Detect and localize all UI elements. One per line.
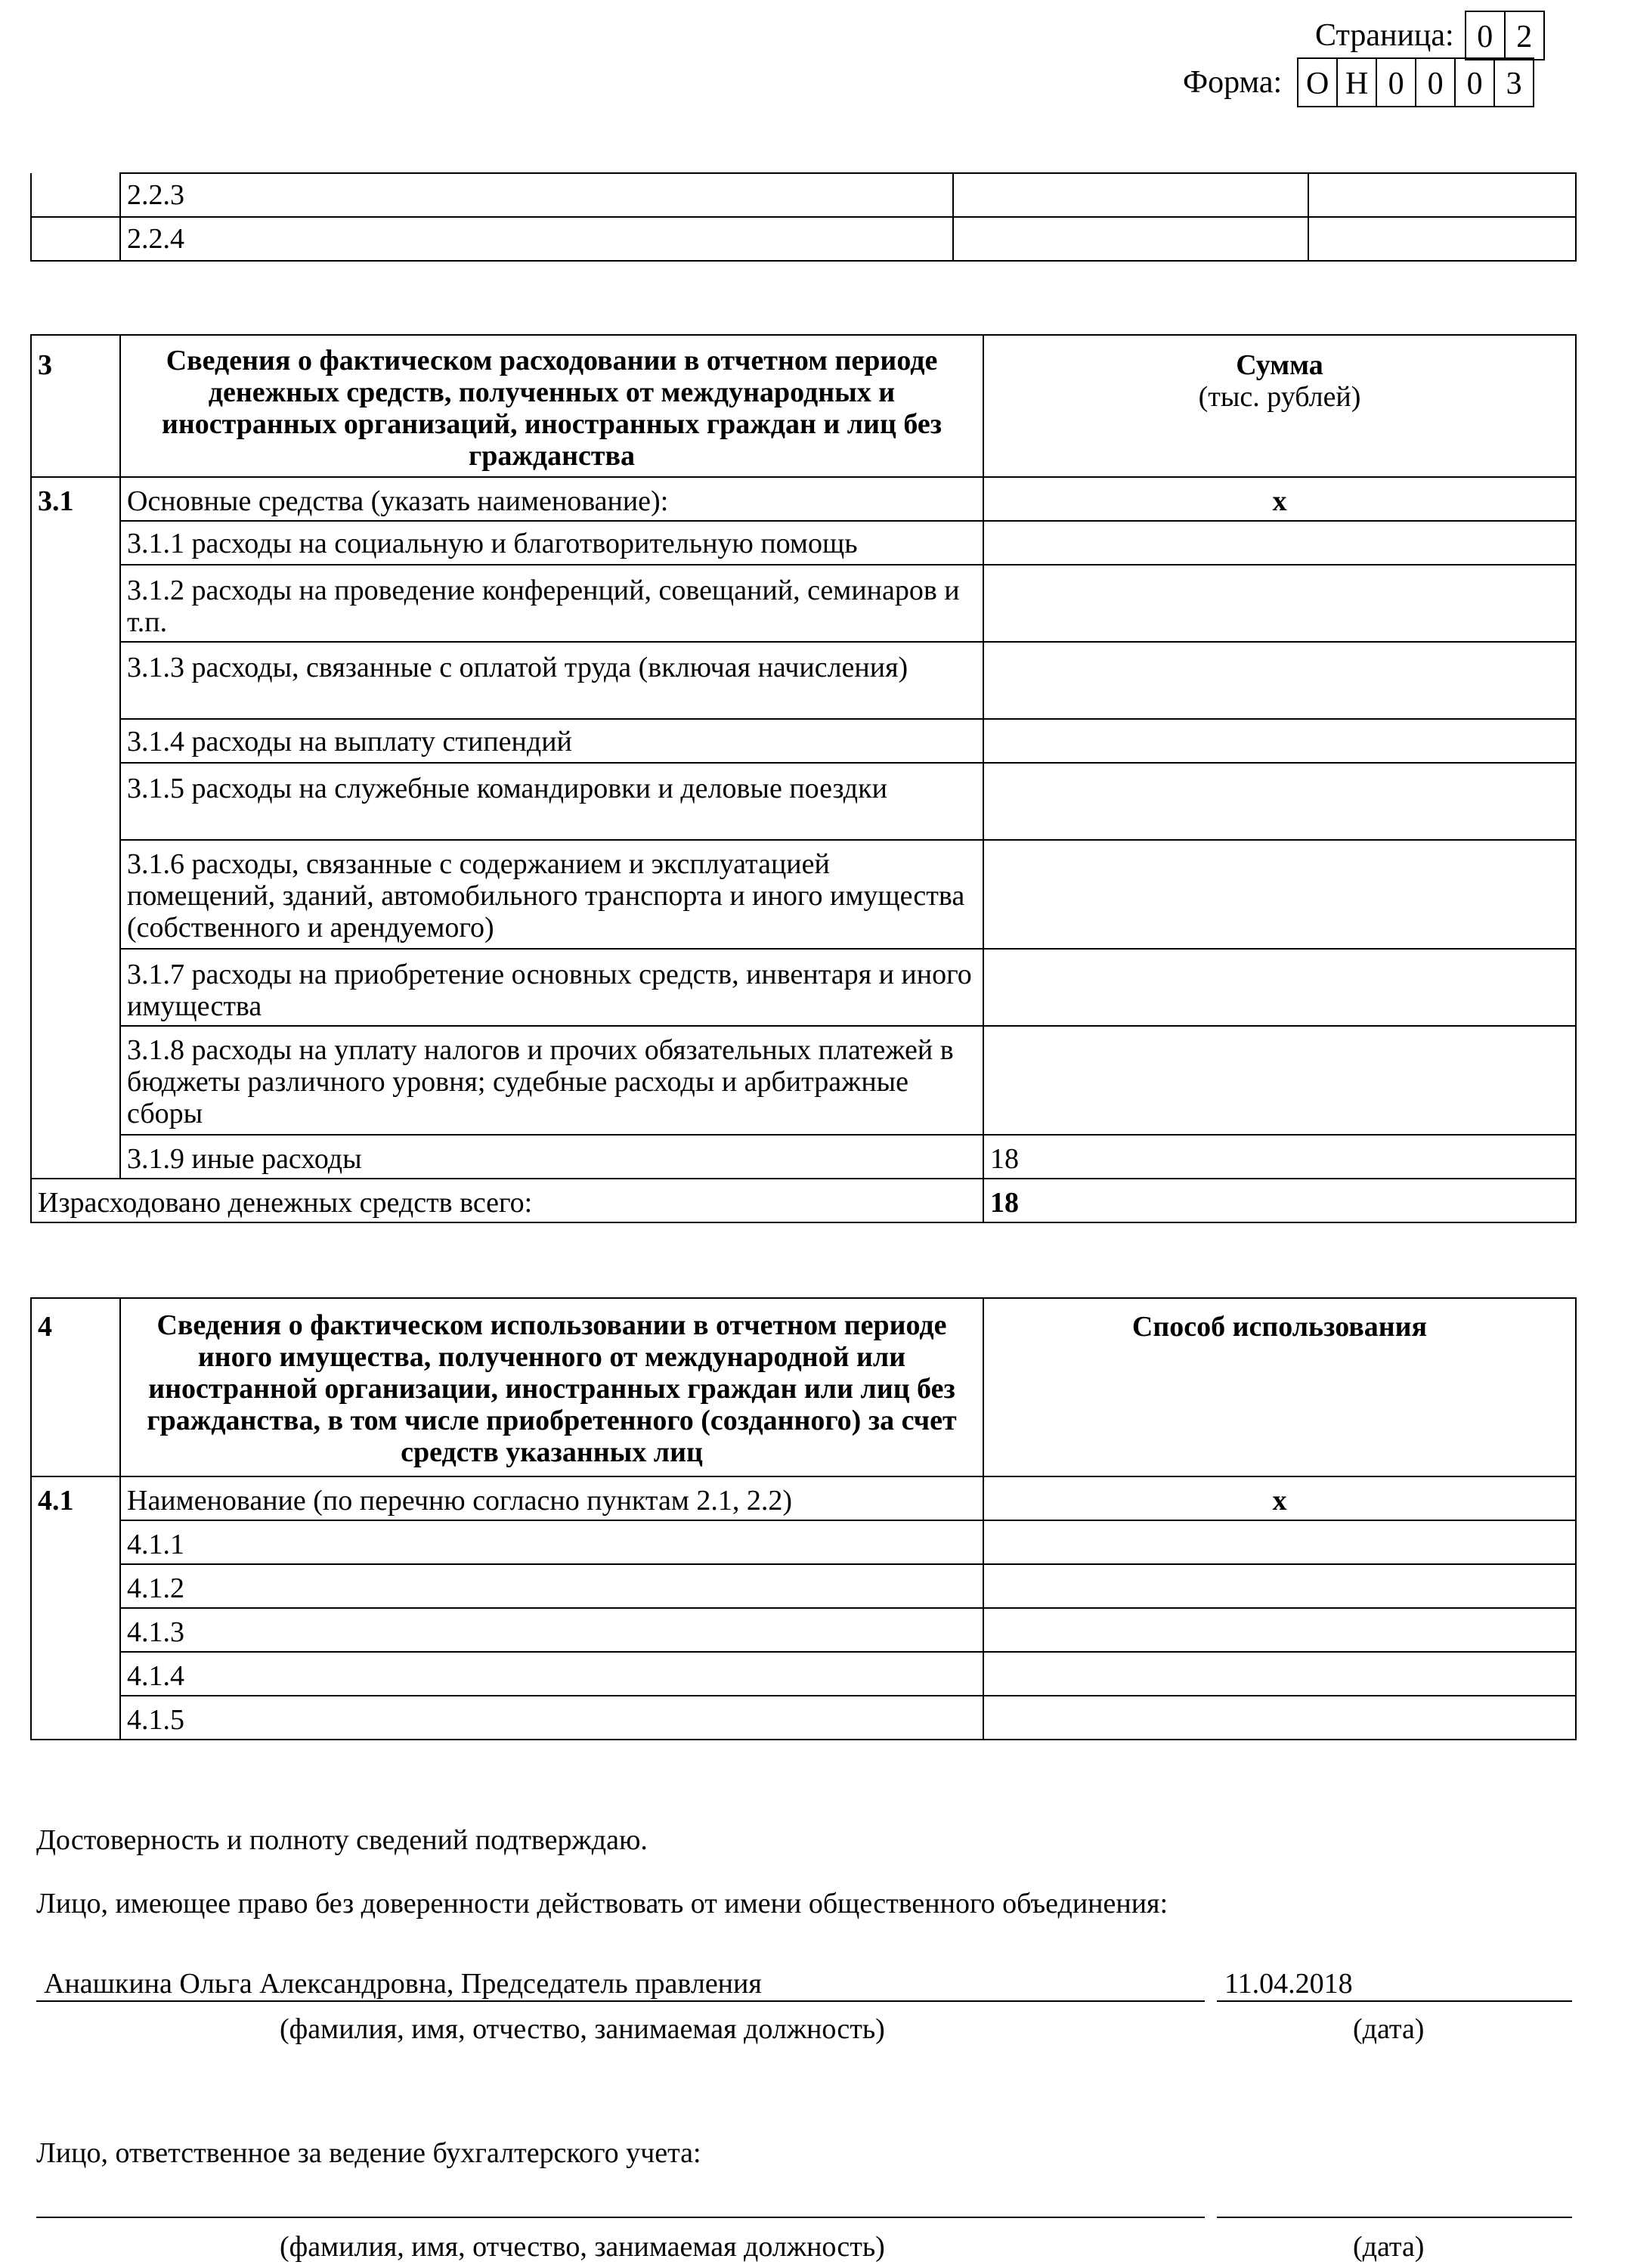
expense-item-label: 3.1.2 расходы на проведение конференций, совещаний, семинаров и т.п. bbox=[120, 565, 983, 642]
form-char: 0 bbox=[1415, 57, 1456, 107]
expense-item-value bbox=[983, 949, 1576, 1026]
section4-title: Сведения о фактическом использовании в отчетном периоде иного имущества, полученного от международной или иностранной организации, иностранных граждан или лиц без гражданства, в том числе приобретенного (созданного) за счет средств указанных лиц bbox=[120, 1298, 983, 1476]
property-item-label: 4.1.1 bbox=[120, 1520, 983, 1564]
form-char: О bbox=[1297, 57, 1338, 107]
form-char: 0 bbox=[1454, 57, 1495, 107]
property-item-label: 4.1.2 bbox=[120, 1564, 983, 1608]
accountant-label: Лицо, ответственное за ведение бухгалтерского учета: bbox=[36, 2137, 701, 2169]
accountant-name-line bbox=[36, 2217, 1205, 2218]
table-cell: 2.2.4 bbox=[120, 217, 953, 261]
total-value: 18 bbox=[983, 1179, 1576, 1222]
accountant-date-line bbox=[1217, 2217, 1572, 2218]
form-label: Форма: bbox=[1183, 65, 1283, 100]
section4-sub-value: х bbox=[983, 1476, 1576, 1520]
expense-item-value bbox=[983, 840, 1576, 949]
table-cell: 2.2.3 bbox=[120, 173, 953, 217]
date-signature-line bbox=[1217, 2000, 1572, 2002]
table-cell bbox=[1308, 217, 1576, 261]
property-item-label: 4.1.3 bbox=[120, 1608, 983, 1652]
expense-item-label: 3.1.8 расходы на уплату налогов и прочих обязательных платежей в бюджеты различного уровня; судебные расходы и арбитражные сборы bbox=[120, 1026, 983, 1135]
expense-item-label: 3.1.4 расходы на выплату стипендий bbox=[120, 719, 983, 763]
name-signature-line bbox=[36, 2000, 1205, 2002]
property-item-value bbox=[983, 1520, 1576, 1564]
table-cell bbox=[1308, 173, 1576, 217]
date-caption: (дата) bbox=[1353, 2013, 1425, 2045]
expense-item-label: 3.1.6 расходы, связанные с содержанием и эксплуатацией помещений, зданий, автомобильного транспорта и иного имущества (собственного и арендуемого) bbox=[120, 840, 983, 949]
expense-item-value bbox=[983, 1026, 1576, 1135]
authorized-person-date: 11.04.2018 bbox=[1224, 1968, 1353, 2000]
property-item-value bbox=[983, 1696, 1576, 1740]
property-item-value bbox=[983, 1608, 1576, 1652]
expense-item-value: 18 bbox=[983, 1135, 1576, 1179]
sum-title: Сумма bbox=[1236, 349, 1323, 381]
section3-sub-value: х bbox=[983, 477, 1576, 521]
form-char: 0 bbox=[1376, 57, 1416, 107]
authorized-person-name: Анашкина Ольга Александровна, Председатель правления bbox=[44, 1968, 762, 2000]
section4-sub-label: Наименование (по перечню согласно пунктам 2.1, 2.2) bbox=[120, 1476, 983, 1520]
table-section2-continuation bbox=[30, 172, 1577, 262]
expense-item-value bbox=[983, 565, 1576, 642]
expense-item-value bbox=[983, 763, 1576, 840]
form-char: 3 bbox=[1493, 57, 1534, 107]
page-label: Страница: bbox=[1315, 18, 1454, 53]
name-caption: (фамилия, имя, отчество, занимаемая должность) bbox=[280, 2013, 885, 2045]
expense-item-value bbox=[983, 642, 1576, 719]
expense-item-label: 3.1.9 иные расходы bbox=[120, 1135, 983, 1179]
table-cell bbox=[31, 217, 120, 261]
section4-sub-number: 4.1 bbox=[31, 1476, 120, 1740]
page-number-block bbox=[1315, 11, 1545, 60]
section3-title: Сведения о фактическом расходовании в отчетном периоде денежных средств, полученных от международных и иностранных организаций, иностранных граждан и лиц без гражданства bbox=[120, 335, 983, 477]
property-item-label: 4.1.4 bbox=[120, 1652, 983, 1696]
section3-sub-label: Основные средства (указать наименование): bbox=[120, 477, 983, 521]
page-digit: 2 bbox=[1504, 11, 1545, 60]
sum-unit: (тыс. рублей) bbox=[1198, 381, 1361, 413]
section3-sum-header bbox=[983, 335, 1576, 477]
section3-sub-number: 3.1 bbox=[31, 477, 120, 1179]
confirmation-text: Достоверность и полноту сведений подтверждаю. bbox=[36, 1824, 648, 1856]
expense-item-label: 3.1.1 расходы на социальную и благотворительную помощь bbox=[120, 521, 983, 565]
section4-number: 4 bbox=[31, 1298, 120, 1476]
section3-number: 3 bbox=[31, 335, 120, 477]
table-section4 bbox=[30, 1297, 1577, 1740]
expense-item-value bbox=[983, 719, 1576, 763]
accountant-name-caption: (фамилия, имя, отчество, занимаемая должность) bbox=[280, 2231, 885, 2263]
property-item-label: 4.1.5 bbox=[120, 1696, 983, 1740]
table-cell bbox=[31, 173, 120, 217]
table-section3 bbox=[30, 334, 1577, 1223]
property-item-value bbox=[983, 1652, 1576, 1696]
expense-item-value bbox=[983, 521, 1576, 565]
expense-item-label: 3.1.3 расходы, связанные с оплатой труда (включая начисления) bbox=[120, 642, 983, 719]
accountant-date-caption: (дата) bbox=[1353, 2231, 1425, 2263]
expense-item-label: 3.1.5 расходы на служебные командировки и деловые поездки bbox=[120, 763, 983, 840]
form-char: Н bbox=[1336, 57, 1377, 107]
table-cell bbox=[953, 173, 1308, 217]
total-label: Израсходовано денежных средств всего: bbox=[31, 1179, 983, 1222]
property-item-value bbox=[983, 1564, 1576, 1608]
page-digit: 0 bbox=[1465, 11, 1506, 60]
expense-item-label: 3.1.7 расходы на приобретение основных средств, инвентаря и иного имущества bbox=[120, 949, 983, 1026]
table-cell bbox=[953, 217, 1308, 261]
authorized-person-label: Лицо, имеющее право без доверенности действовать от имени общественного объединения: bbox=[36, 1888, 1168, 1919]
section4-method-header: Способ использования bbox=[983, 1298, 1576, 1476]
form-code-block bbox=[1183, 57, 1534, 107]
